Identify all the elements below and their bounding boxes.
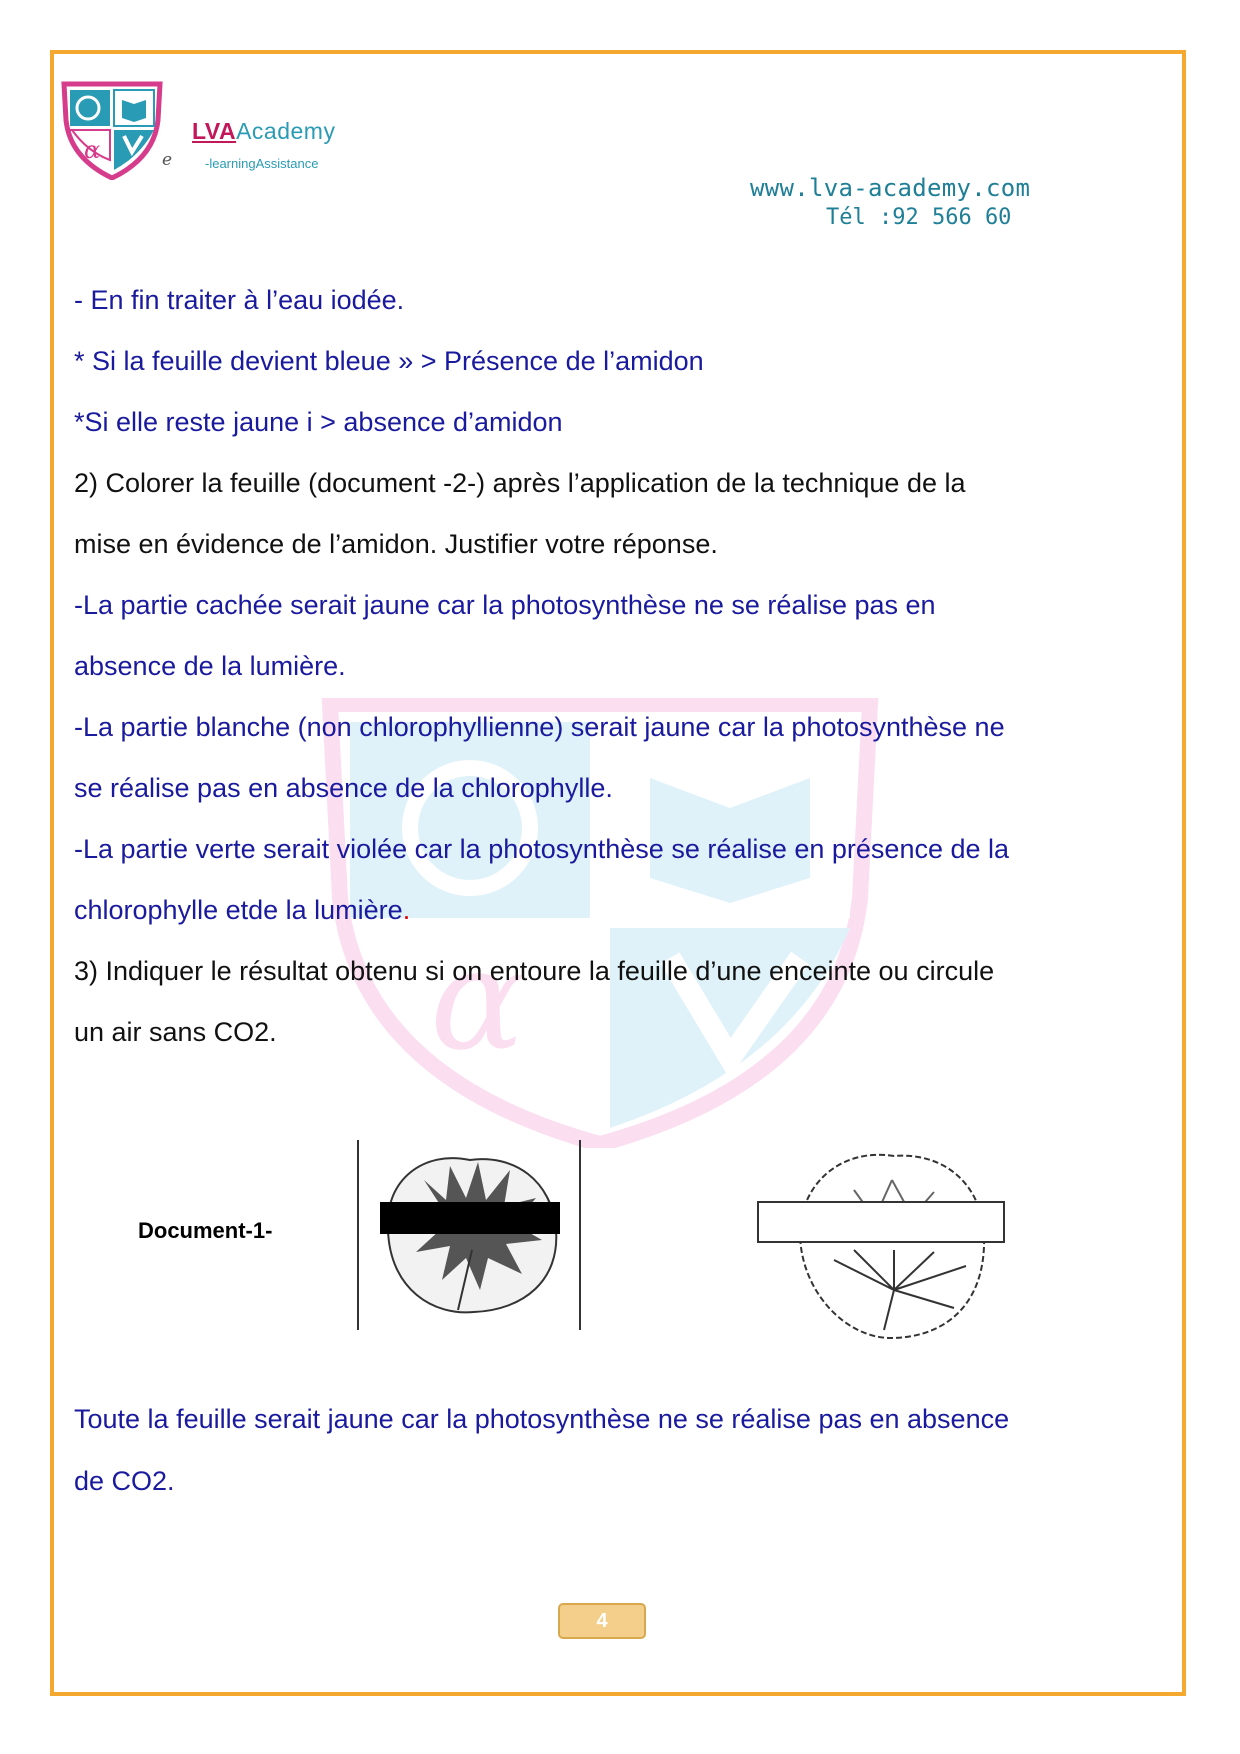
question-line: 3) Indiquer le résultat obtenu si on entoure la feuille d’une enceinte ou circule	[74, 956, 995, 986]
lva-academy-logo	[58, 80, 166, 180]
website-url: www.lva-academy.com	[750, 174, 1031, 202]
answer-line	[74, 895, 410, 926]
answer-line: -La partie cachée serait jaune car la photosynthèse ne se réalise pas en	[74, 590, 936, 620]
e-learning-mark: e	[162, 150, 173, 170]
svg-text:α: α	[84, 136, 101, 164]
answer-line: Toute la feuille serait jaune car la photosynthèse ne se réalise pas en absence	[74, 1404, 1010, 1434]
answer-line: se réalise pas en absence de la chlorophylle.	[74, 773, 613, 803]
red-period: .	[402, 895, 411, 925]
svg-text:α: α	[430, 919, 525, 1082]
leaf-outline-diagram	[754, 1140, 1032, 1354]
leaf-covered-diagram	[354, 1140, 586, 1330]
brand-name	[192, 118, 335, 145]
answer-line: * Si la feuille devient bleue » > Présence de l’amidon	[74, 346, 704, 376]
page-number-badge: 4	[558, 1603, 646, 1639]
brand-academy: Academy	[236, 118, 336, 144]
answer-text: chlorophylle etde la lumière	[74, 895, 403, 925]
brand-tagline: -learningAssistance	[205, 156, 319, 171]
answer-line: absence de la lumière.	[74, 651, 346, 681]
answer-line: - En fin traiter à l’eau iodée.	[74, 285, 405, 315]
phone-number: Tél :92 566 60	[826, 205, 1012, 230]
figure-label: Document-1-	[138, 1218, 273, 1243]
brand-lva: LVA	[192, 118, 237, 144]
answer-line: -La partie verte serait violée car la photosynthèse se réalise en présence de la	[74, 834, 1010, 864]
answer-line: *Si elle reste jaune i > absence d’amidon	[74, 407, 563, 437]
answer-line: de CO2.	[74, 1466, 175, 1496]
question-line: mise en évidence de l’amidon. Justifier votre réponse.	[74, 529, 718, 559]
question-line: 2) Colorer la feuille (document -2-) après l’application de la technique de la	[74, 468, 966, 498]
answer-line: -La partie blanche (non chlorophyllienne) serait jaune car la photosynthèse ne	[74, 712, 1005, 742]
question-line: un air sans CO2.	[74, 1017, 277, 1047]
